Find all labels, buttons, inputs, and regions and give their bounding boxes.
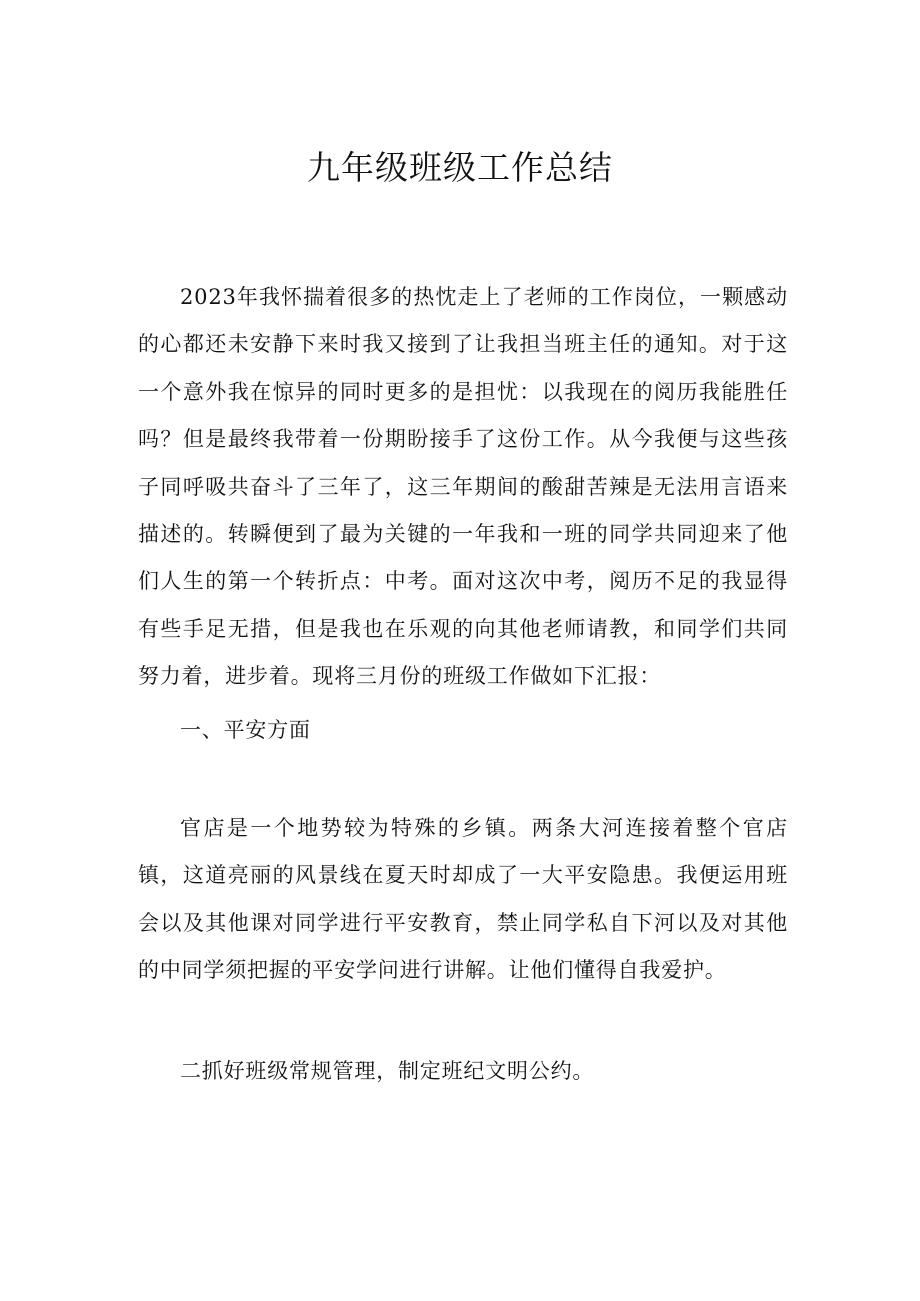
- section-1-body: 官店是一个地势较为特殊的乡镇。两条大河连接着整个官店镇，这道亮丽的风景线在夏天时却成了一大平安隐患。我便运用班会以及其他课对同学进行平安教育，禁止同学私自下河以及对其他的中同学须把握的平安学问进行讲解。让他们懂得自我爱护。: [138, 816, 788, 983]
- section-1-heading: 一、平安方面: [180, 718, 311, 742]
- document-title: 九年级班级工作总结: [307, 148, 613, 187]
- intro-paragraph: 2023年我怀揣着很多的热忱走上了老师的工作岗位，一颗感动的心都还未安静下来时我又接到了让我担当班主任的通知。对于这一个意外我在惊异的同时更多的是担忧：以我现在的阅历我能胜任吗？但是最终我带着一份期盼接手了这份工作。从今我便与这些孩子同呼吸共奋斗了三年了，这三年期间的酸甜苦辣是无法用言语来描述的。转瞬便到了最为关键的一年我和一班的同学共同迎来了他们人生的第一个转折点：中考。面对这次中考，阅历不足的我显得有些手足无措，但是我也在乐观的向其他老师请教，和同学们共同努力着，进步着。现将三月份的班级工作做如下汇报：: [138, 285, 788, 689]
- section-2-heading: 二抓好班级常规管理，制定班纪文明公约。: [180, 1059, 595, 1083]
